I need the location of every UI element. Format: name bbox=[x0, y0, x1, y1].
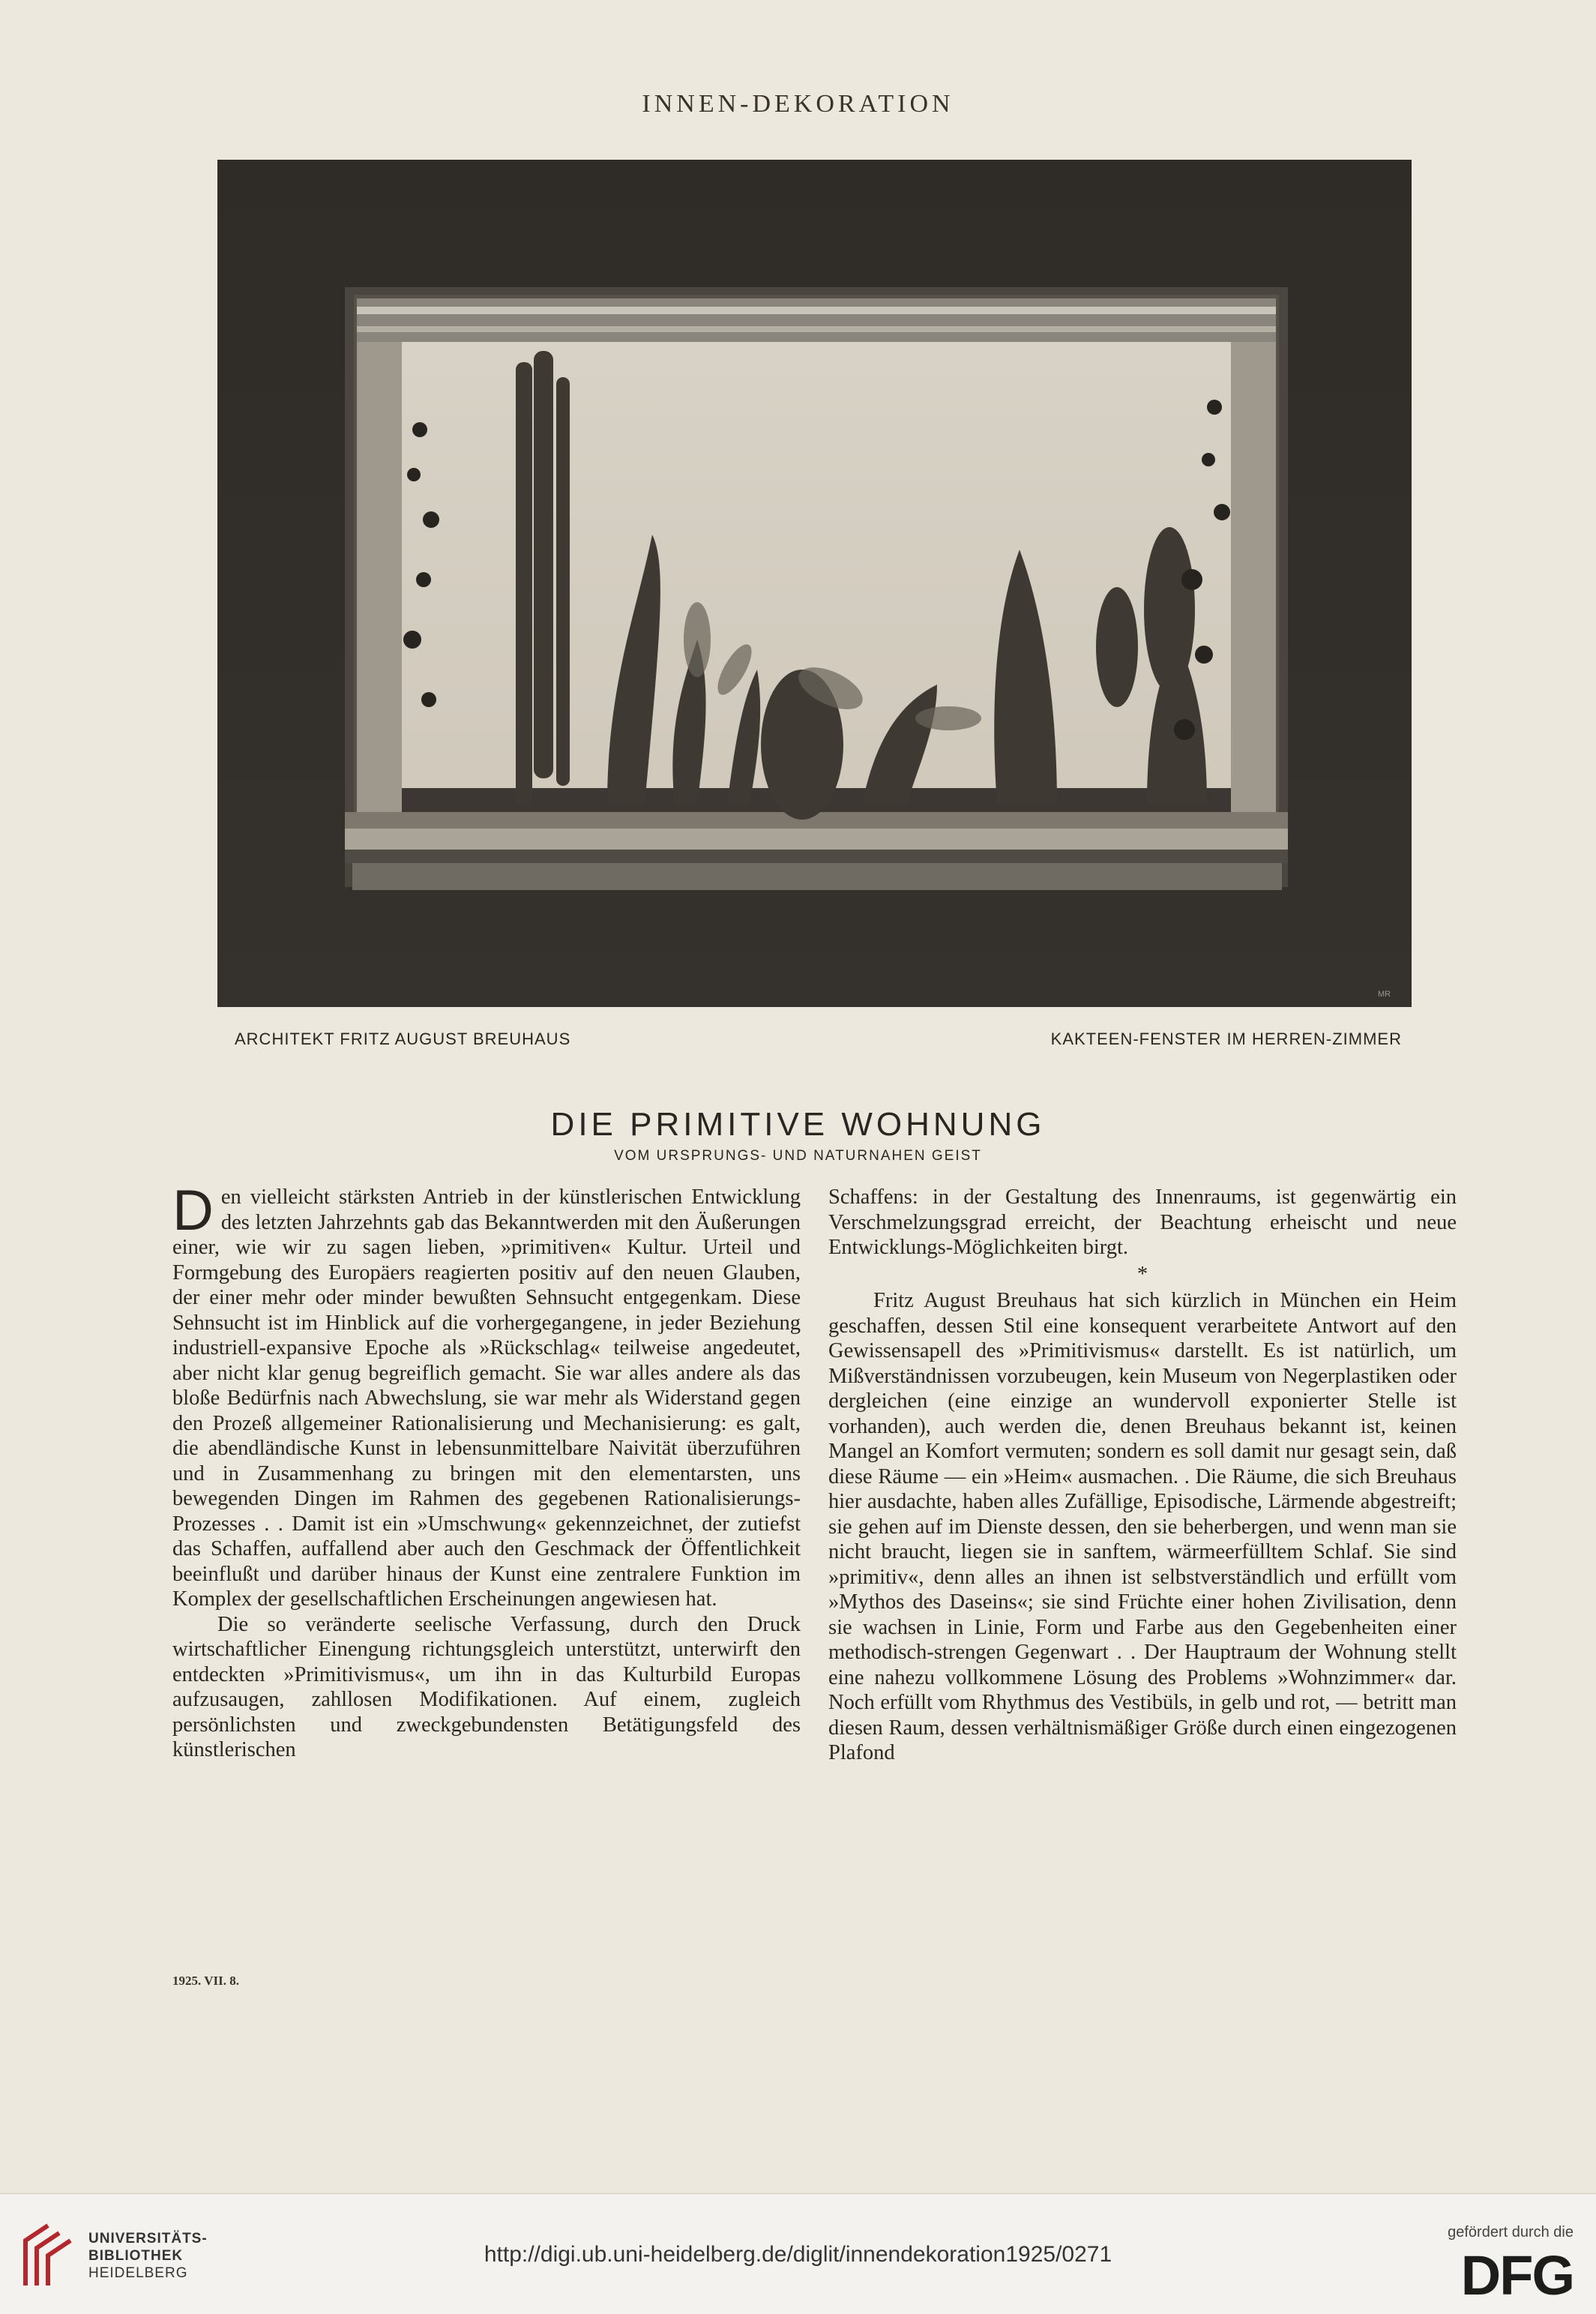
funded-by-label: gefördert durch die bbox=[1448, 2224, 1574, 2241]
article-column-left bbox=[172, 1185, 801, 1950]
cactus-window-photo bbox=[217, 160, 1412, 1007]
paragraph bbox=[172, 1185, 801, 1612]
caption-architect: ARCHITEKT FRITZ AUGUST BREUHAUS bbox=[235, 1030, 571, 1048]
section-divider-star: * bbox=[1136, 1262, 1148, 1286]
caption-subject: KAKTEEN-FENSTER IM HERREN-ZIMMER bbox=[1050, 1030, 1402, 1048]
article-subtitle: VOM URSPRUNGS- UND NATURNAHEN GEIST bbox=[614, 1148, 982, 1164]
article-column-right bbox=[828, 1185, 1457, 1950]
source-url-link[interactable]: http://digi.ub.uni-heidelberg.de/diglit/innendekoration1925/0271 bbox=[484, 2242, 1112, 2267]
photo-captions bbox=[235, 1030, 1402, 1055]
running-head: INNEN-DEKORATION bbox=[642, 90, 954, 118]
paragraph-text: en vielleicht stärksten Antrieb in der künstlerischen Entwicklung des letzten Jahrzehnts gab das Bekanntwerden mit den Äußerungen einer, wie wir zu sagen lieben, »primitiven« Kultur. Urteil und Formgebung des Europäers reagierten positiv auf den neuen Glauben, der einer mehr oder minder bewußten Sehnsucht entgegenkam. Diese Sehnsucht ist im Hinblick auf die vorhergegangene, in jeder Beziehung industriell-expansive Epoche als »Rückschlag« teilweise angedeutet, aber nicht klar genug begreiflich gemacht. Sie war alles andere als das bloße Bedürfnis nach Abwechslung, sie war mehr als Widerstand gegen den Prozeß allgemeiner Rationalisierung und Mechanisierung: es galt, die abendländische Kunst in lebensunmittelbare Naivität überzuführen und in Zusammenhang zu bringen mit den elementarsten, uns bewegenden Dingen im Rahmen des gegebenen Rationalisierungs-Prozesses . . Damit ist ein »Umschwung« gekennzeichnet, der zutiefst das Schaffen, auffallend aber auch den Geschmack der Öffentlichkeit beeinflußt und darüber hinaus der Kunst eine zentralere Funktion im Komplex der gesellschaftlichen Erscheinungen angewiesen hat. bbox=[172, 1185, 801, 1611]
page-folio: 1925. VII. 8. bbox=[172, 1974, 239, 1988]
paragraph: Die so veränderte seelische Verfassung, durch den Druck wirtschaftlicher Einengung richtungsgleich unterstützt, unterwirft den entdeckten »Primitivismus«, um ihn in das Kulturbild Europas aufzusaugen, zahllosen Modifikationen. Auf einem, zugleich persönlichsten und zweckgebundensten Betätigungsfeld des künstlerischen bbox=[172, 1612, 801, 1761]
photo-monogram: MR bbox=[1378, 990, 1391, 999]
article-title: DIE PRIMITIVE WOHNUNG bbox=[550, 1106, 1046, 1143]
paragraph: Schaffens: in der Gestaltung des Innenraums, ist gegenwärtig ein Verschmelzungsgrad erreicht, der Beachtung erheischt und neue Entwicklungs-Möglichkeiten birgt. bbox=[828, 1185, 1457, 1259]
dfg-logo: DFG bbox=[1460, 2244, 1574, 2307]
digitization-footer bbox=[0, 2193, 1596, 2314]
university-library-name: UNIVERSITÄTS- BIBLIOTHEK HEIDELBERG bbox=[88, 2231, 208, 2281]
drop-cap: D bbox=[172, 1185, 214, 1242]
cactus-window-illustration bbox=[217, 160, 1412, 1007]
paragraph: Fritz August Breuhaus hat sich kürzlich in München ein Heim geschaffen, dessen Stil eine konsequent verarbeitete Antwort auf den Gewissensapell des »Primitivismus« darstellt. Es ist natürlich, um Mißverständnissen vorzubeugen, kein Museum von Negerplastiken oder dergleichen (eine einzige an wundervoll exponierter Stelle ist vorhanden), auch werden die, denen Breuhaus bekannt ist, keinen Mangel an Komfort vermuten; sondern es soll damit nur gesagt sein, daß diese Räume — ein »Heim« ausmachen. . Die Räume, die sich Breuhaus hier ausdachte, haben alles Zufällige, Episodische, Lärmende abgestreift; sie gehen auf im Dienste dessen, den sie beherbergen, und wenn man sie nicht braucht, liegen sie in sanftem, wärmeerfülltem Schlaf. Sie sind »primitiv«, denn alles an ihnen ist selbstverständlich und erfüllt vom »Mythos des Daseins«; sie sind Früchte einer hohen Zivilisation, denn sie wachsen in Linie, Form und Farbe aus den Gegebenheiten einer methodisch-strengen Gegenwart . . Der Hauptraum der Wohnung stellt eine nahezu vollkommene Lösung des Problems »Wohnzimmer« dar. Noch erfüllt vom Rhythmus des Vestibüls, in gelb und rot, — betritt man diesen Raum, dessen verhältnismäßiger Größe durch einen eingezogenen Plafond bbox=[828, 1289, 1457, 1764]
